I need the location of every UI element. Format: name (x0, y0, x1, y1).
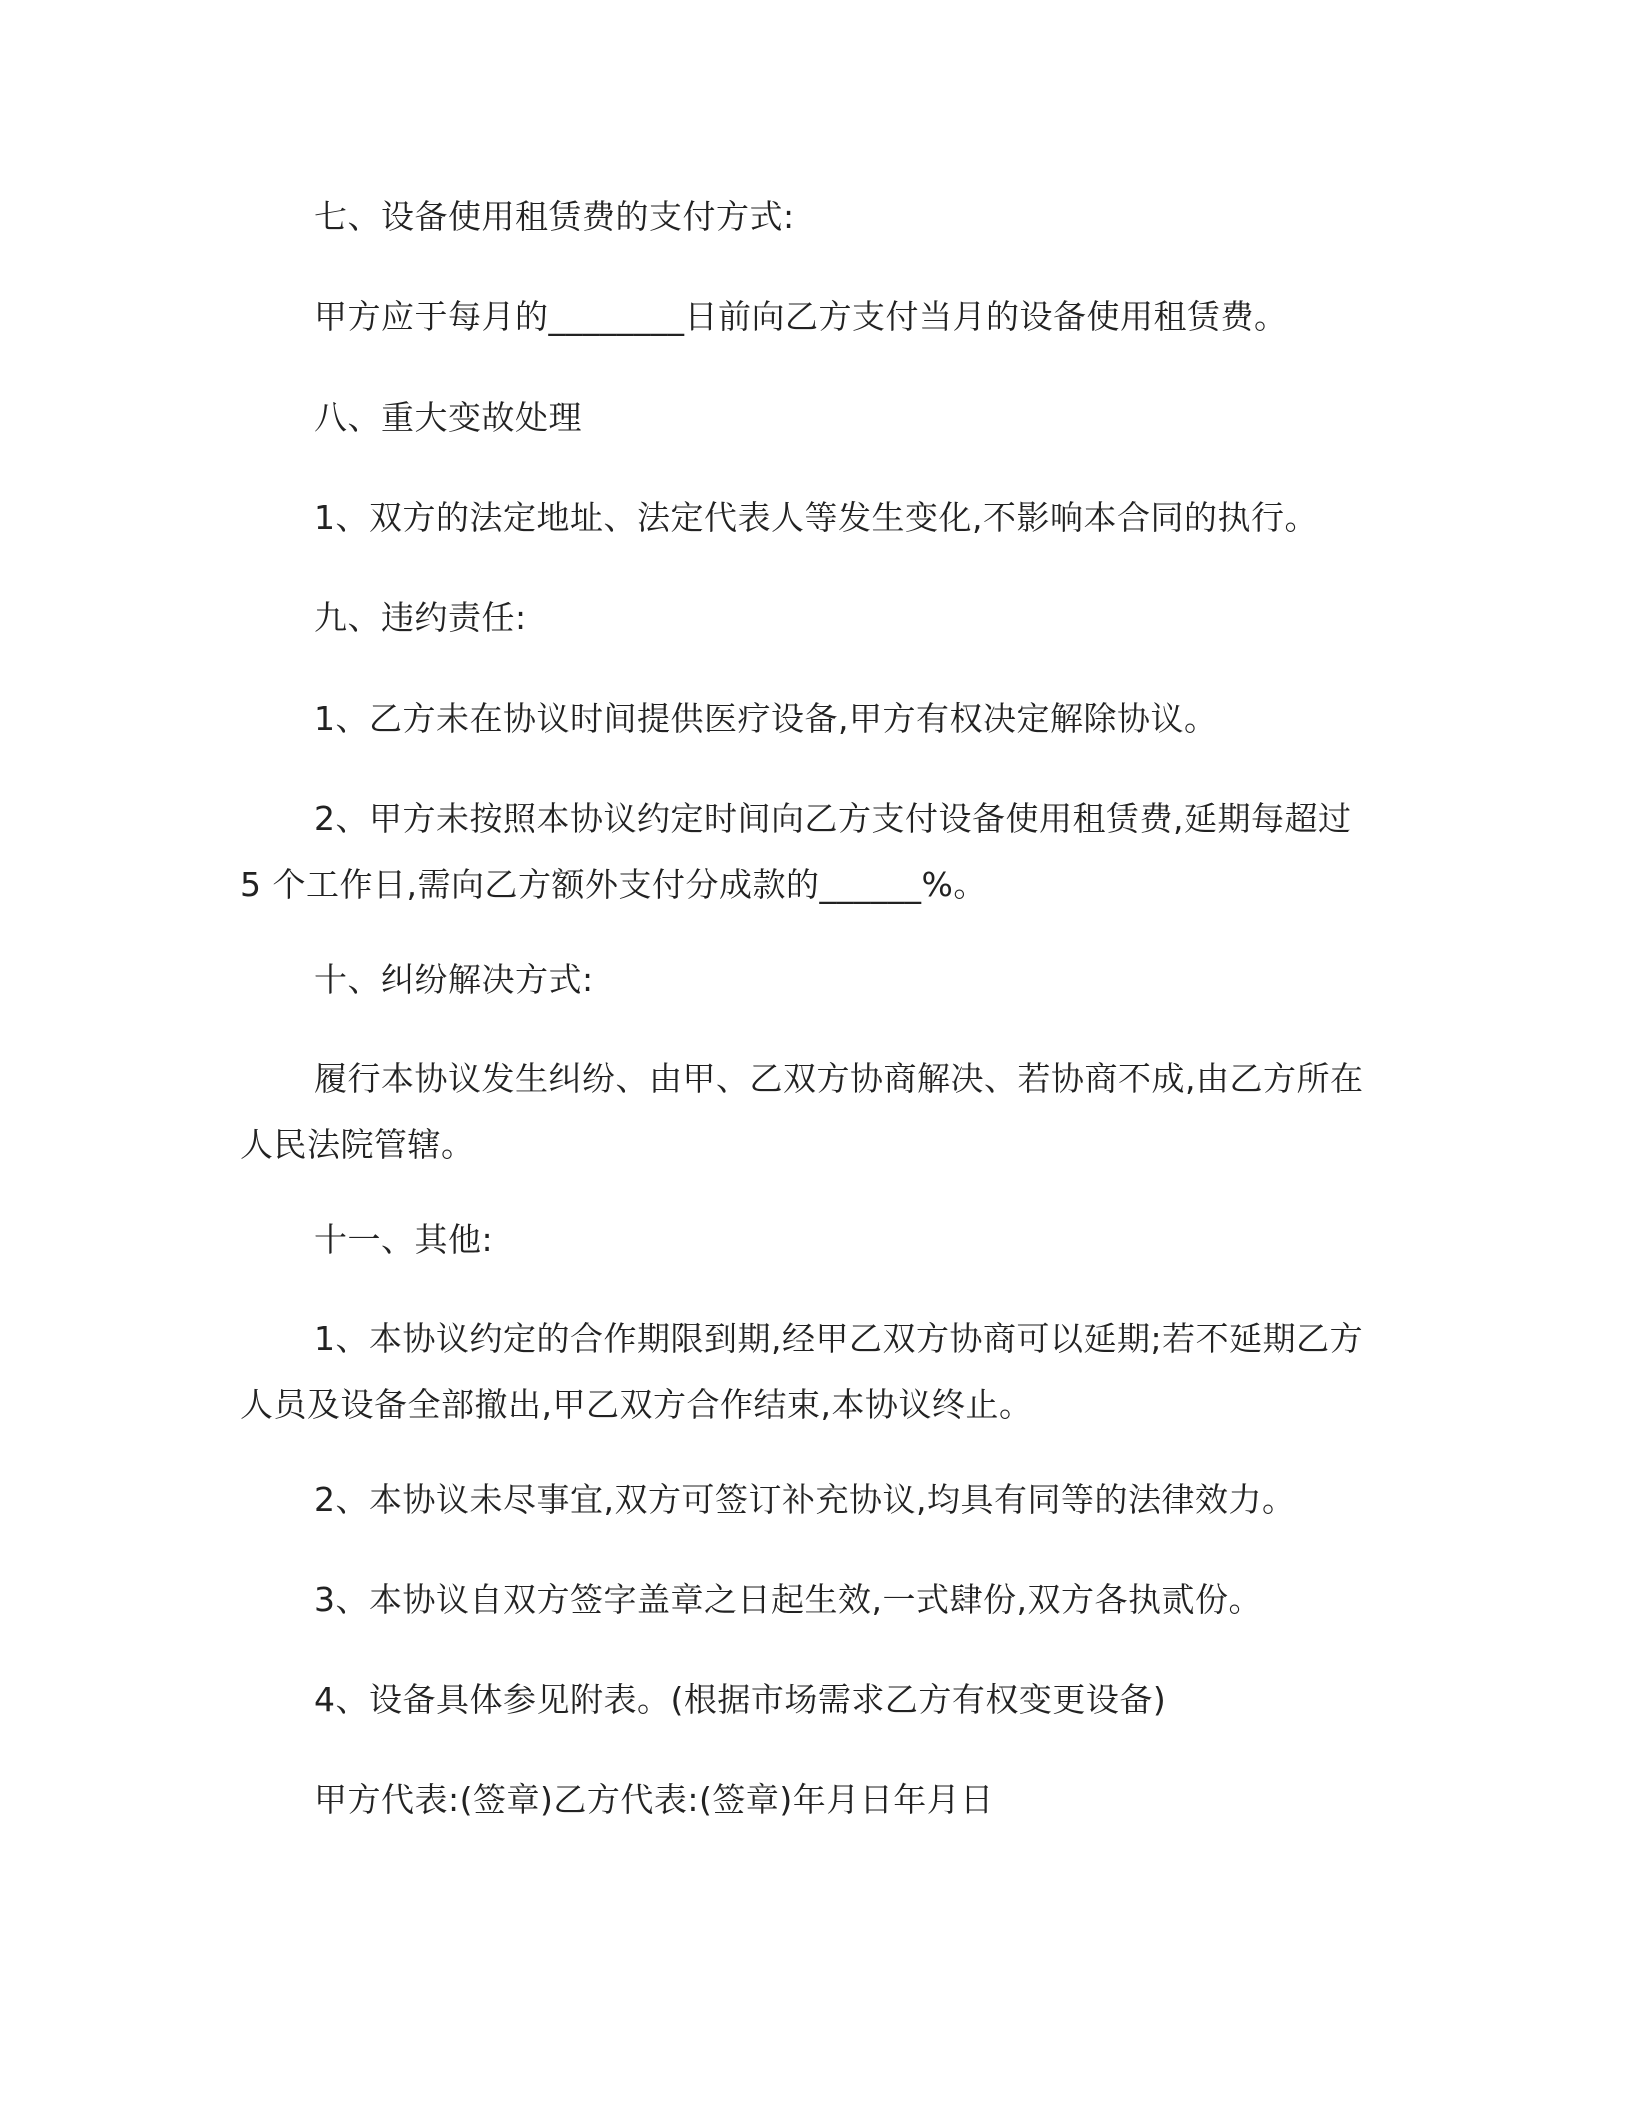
section-10-heading: 十、纠纷解决方式: (314, 960, 594, 999)
section-11-item-1: 1、本协议约定的合作期限到期,经甲乙双方协商可以延期;若不延期乙方人员及设备全部撤出,甲乙双方合作结束,本协议终止。 (240, 1319, 1364, 1424)
section-11-item-2: 2、本协议未尽事宜,双方可签订补充协议,均具有同等的法律效力。 (314, 1480, 1296, 1519)
section-9-heading: 九、违约责任: (314, 598, 527, 637)
section-7-heading: 七、设备使用租赁费的支付方式: (314, 197, 795, 236)
section-11-item-3: 3、本协议自双方签字盖章之日起生效,一式肆份,双方各执贰份。 (314, 1580, 1262, 1619)
section-11-heading: 十一、其他: (314, 1220, 494, 1259)
section-9-item-2: 2、甲方未按照本协议约定时间向乙方支付设备使用租赁费,延期每超过 5 个工作日,需向乙方额外支付分成款的______%。 (240, 799, 1352, 904)
signature-line: 甲方代表:(签章)乙方代表:(签章)年月日年月日 (314, 1780, 994, 1819)
section-8-heading: 八、重大变故处理 (314, 398, 582, 437)
section-8-item-1: 1、双方的法定地址、法定代表人等发生变化,不影响本合同的执行。 (314, 498, 1318, 537)
section-7-paragraph: 甲方应于每月的________日前向乙方支付当月的设备使用租赁费。 (314, 297, 1288, 336)
section-11-item-4: 4、设备具体参见附表。(根据市场需求乙方有权变更设备) (314, 1680, 1167, 1719)
section-9-item-1: 1、乙方未在协议时间提供医疗设备,甲方有权决定解除协议。 (314, 699, 1218, 738)
section-10-paragraph: 履行本协议发生纠纷、由甲、乙双方协商解决、若协商不成,由乙方所在人民法院管辖。 (240, 1059, 1364, 1164)
